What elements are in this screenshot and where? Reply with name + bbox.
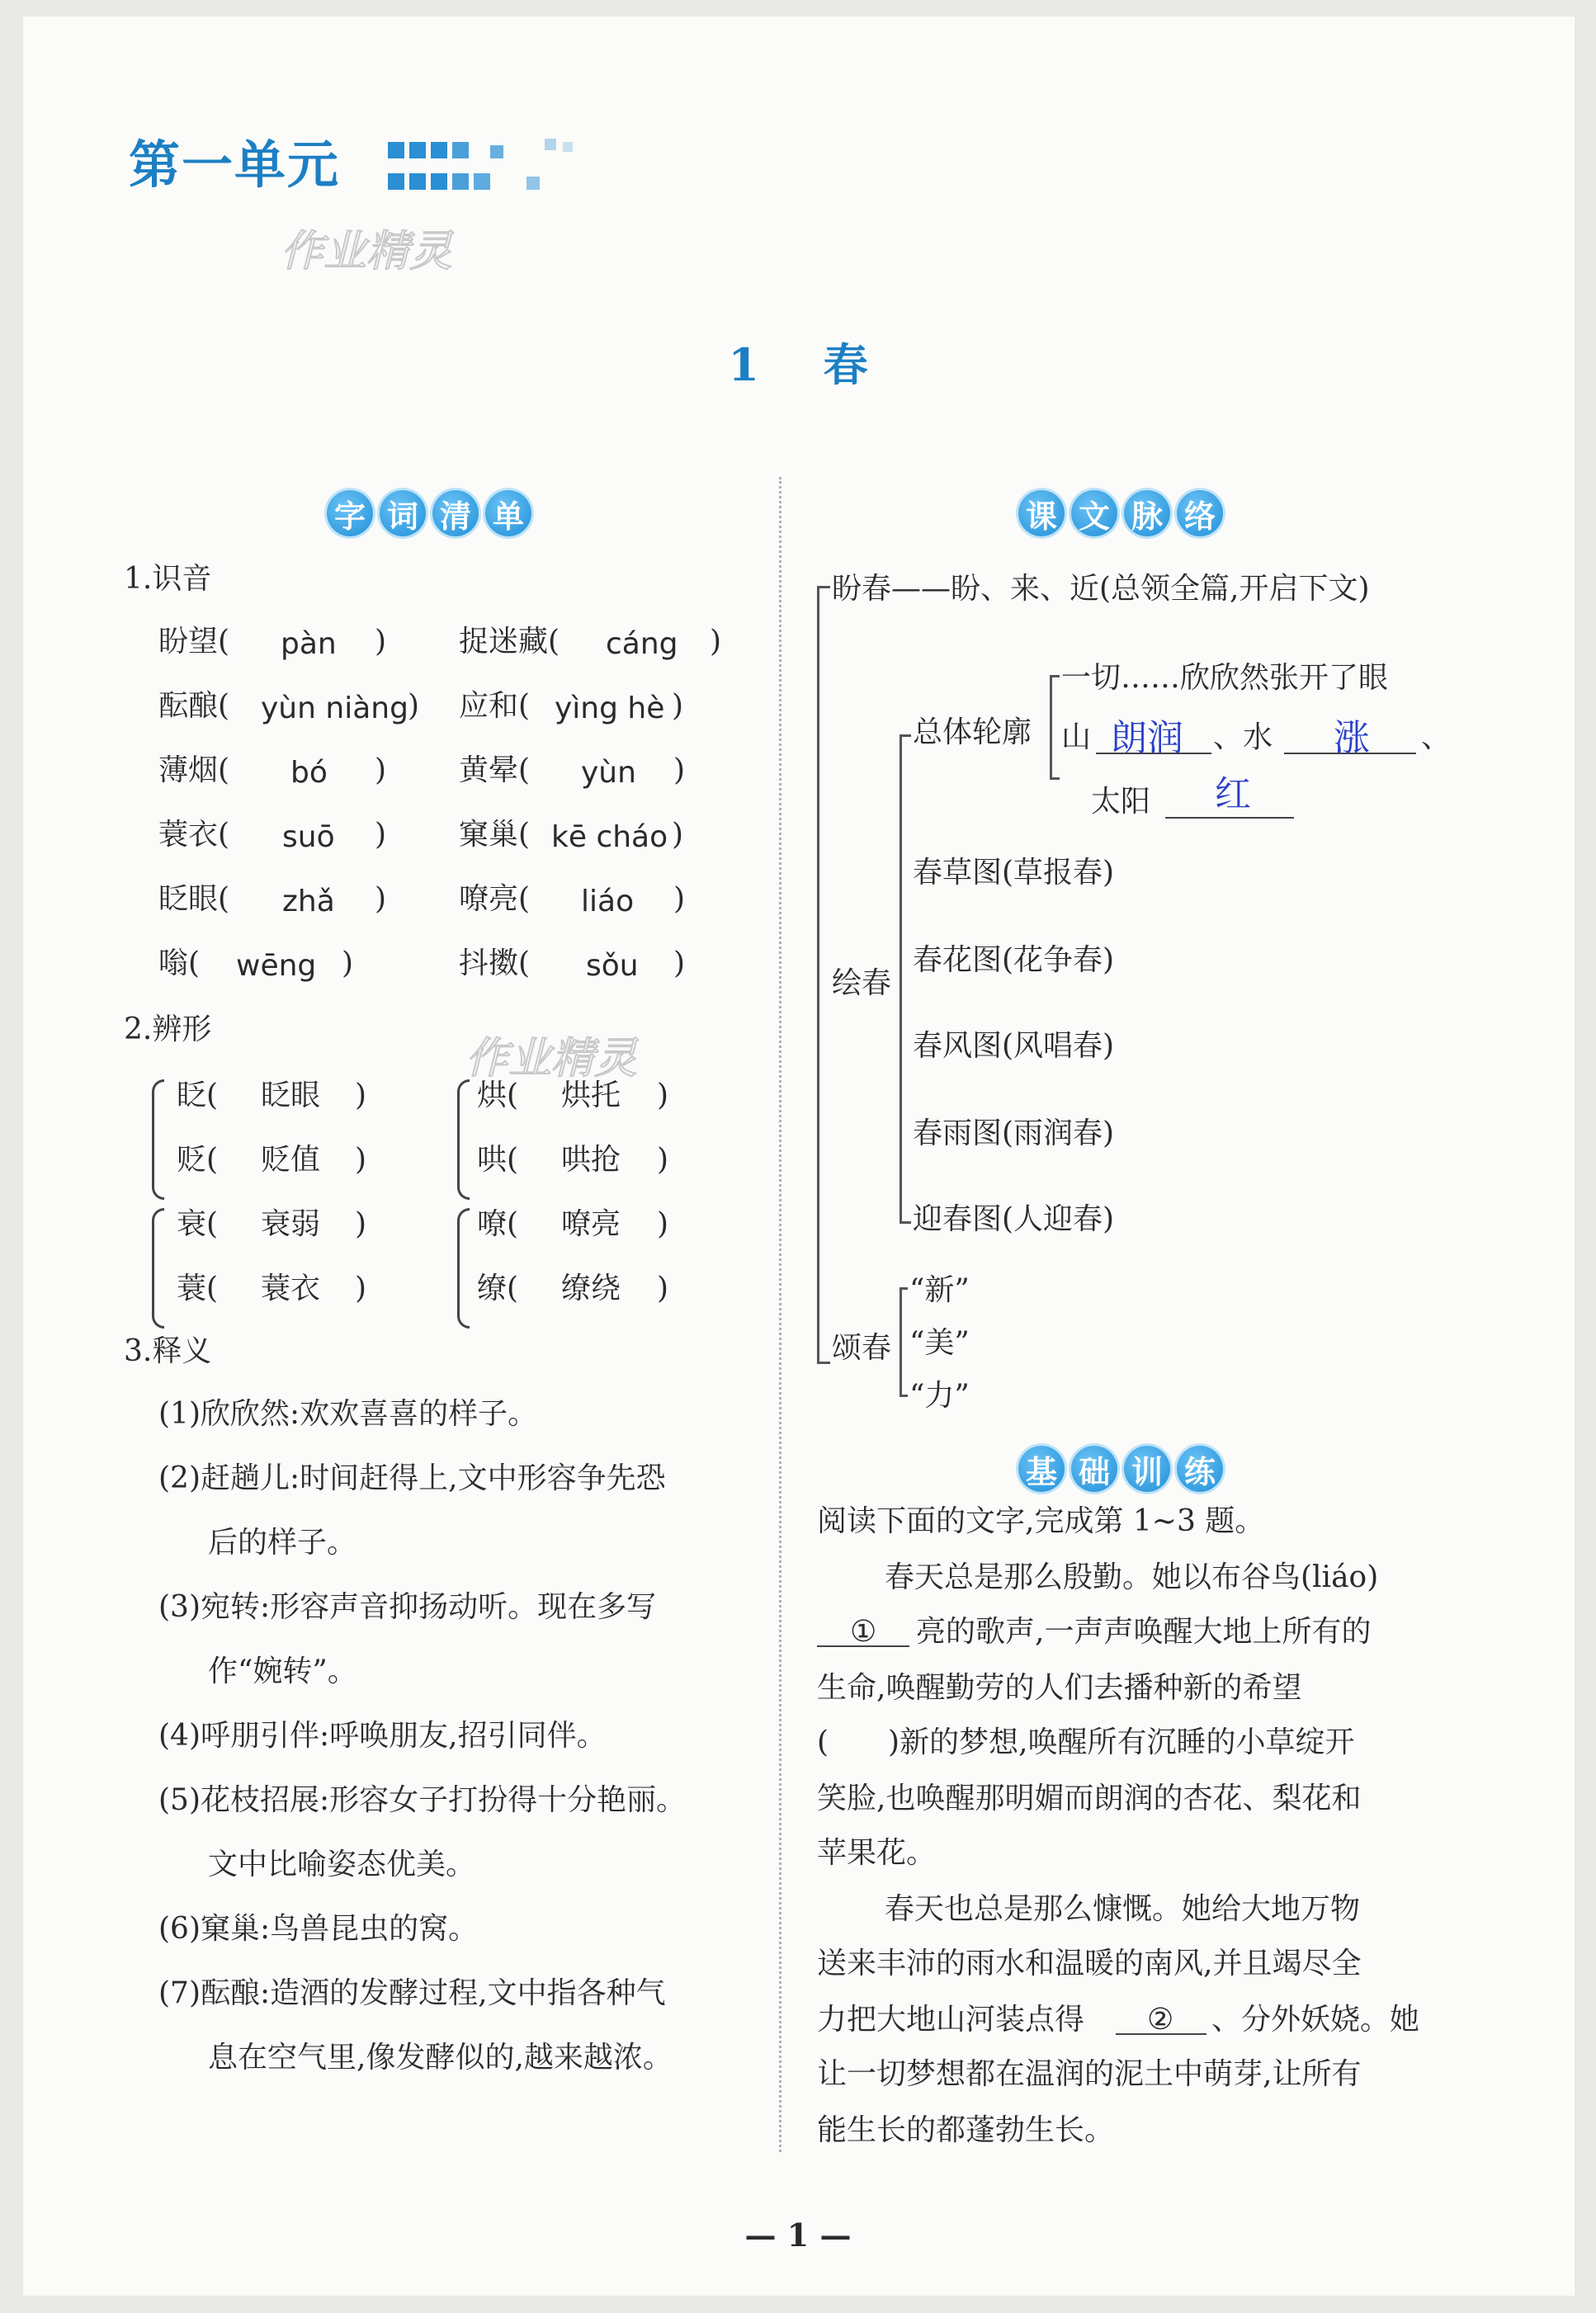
pron-word: 盼望( xyxy=(158,625,230,658)
badge-char: 课 xyxy=(1018,490,1065,536)
text-outline xyxy=(809,569,1469,1419)
shape-close: ) xyxy=(657,1143,669,1177)
passage-line: 力把大地山河装点得 xyxy=(817,2003,1085,2037)
outline-hui-chun: 绘春 xyxy=(832,966,892,1000)
definition-line: (6)窠巢:鸟兽昆虫的窝。 xyxy=(158,1912,479,1946)
reading-intro: 阅读下面的文字,完成第 1~3 题。 xyxy=(817,1504,1265,1538)
pron-close: ) xyxy=(673,753,686,787)
answer-shui: 涨 xyxy=(1334,717,1370,759)
badge-char: 文 xyxy=(1071,490,1117,536)
watermark: 作业精灵 xyxy=(281,227,453,276)
shape-char: 缭( xyxy=(477,1272,519,1305)
outline-dun: 、 xyxy=(1421,720,1452,754)
passage-line: 能生长的都蓬勃生长。 xyxy=(817,2113,1115,2147)
badge-char: 络 xyxy=(1177,490,1223,536)
pron-word: 黄晕( xyxy=(459,753,531,787)
pron-answer: yìng hè xyxy=(555,692,665,725)
definition-line: (5)花枝招展:形容女子打扮得十分艳丽。 xyxy=(158,1783,687,1817)
pron-close: ) xyxy=(375,625,387,658)
badge-char: 词 xyxy=(380,490,426,536)
outline-praise: “力” xyxy=(909,1379,970,1413)
outline-praise: “美” xyxy=(909,1326,970,1360)
outline-overview-line1: 一切……欣欣然张开了眼 xyxy=(1061,661,1389,695)
pron-word: 应和( xyxy=(459,689,531,723)
decor-squares xyxy=(388,139,602,196)
pron-answer: yùn niàng xyxy=(261,692,408,725)
pron-answer: sǒu xyxy=(586,949,639,983)
badge-char: 单 xyxy=(485,490,531,536)
pron-close: ) xyxy=(673,946,686,980)
blank-1: ① xyxy=(850,1615,877,1649)
outline-pan-chun: 盼春——盼、来、近(总领全篇,开启下文) xyxy=(832,572,1370,606)
shape-answer: 烘托 xyxy=(561,1079,621,1112)
definition-line: 作“婉转”。 xyxy=(208,1655,357,1688)
definition-line: 后的样子。 xyxy=(208,1526,357,1560)
shape-answer: 缭绕 xyxy=(561,1272,621,1305)
badge-char: 清 xyxy=(432,490,479,536)
shape-char: 贬( xyxy=(177,1143,219,1177)
badge-basic-training xyxy=(1018,1446,1223,1492)
passage-line: 、分外妖娆。她 xyxy=(1211,2003,1420,2037)
shape-answer: 眨眼 xyxy=(261,1079,321,1112)
pron-word: 蓑衣( xyxy=(158,818,230,852)
pron-close: ) xyxy=(375,753,387,787)
pron-close: ) xyxy=(375,818,387,852)
lesson-name: 春 xyxy=(823,338,868,391)
pron-answer: yùn xyxy=(581,756,636,790)
pron-close: ) xyxy=(408,689,420,723)
pron-answer: kē cháo xyxy=(551,820,668,854)
pron-word: 窠巢( xyxy=(459,818,531,852)
pron-close: ) xyxy=(710,625,722,658)
pron-close: ) xyxy=(672,818,684,852)
pron-close: ) xyxy=(672,689,684,723)
outline-shui: 、水 xyxy=(1213,720,1273,754)
blank-2: ② xyxy=(1147,2003,1174,2037)
outline-shan: 山 xyxy=(1061,720,1092,754)
shape-close: ) xyxy=(657,1079,669,1112)
shape-close: ) xyxy=(355,1272,367,1305)
lesson-title xyxy=(0,330,1596,394)
section-title: 3.释义 xyxy=(124,1334,212,1368)
pron-close: ) xyxy=(342,946,354,980)
pron-answer: zhǎ xyxy=(282,885,335,918)
outline-picture: 春花图(花争春) xyxy=(913,943,1115,977)
outline-taiyang: 太阳 xyxy=(1091,785,1151,819)
pronunciation-list xyxy=(158,627,786,990)
pron-answer: cáng xyxy=(606,627,678,661)
pron-word: 捉迷藏( xyxy=(459,625,560,658)
pron-answer: liáo xyxy=(581,885,635,918)
shape-distinction xyxy=(158,1073,786,1320)
passage-line: 送来丰沛的雨水和温暖的南风,并且竭尽全 xyxy=(817,1947,1362,1980)
definition-line: (7)酝酿:造酒的发酵过程,文中指各种气 xyxy=(158,1976,666,2010)
outline-praise: “新” xyxy=(909,1273,970,1307)
page-number: — 1 — xyxy=(744,2216,852,2254)
shape-char: 眨( xyxy=(177,1079,219,1112)
pron-word: 酝酿( xyxy=(158,689,230,723)
shape-close: ) xyxy=(355,1079,367,1112)
definition-line: (2)赶趟儿:时间赶得上,文中形容争先恐 xyxy=(158,1461,666,1495)
shape-char: 哄( xyxy=(477,1143,519,1177)
pron-close: ) xyxy=(673,882,686,916)
badge-char: 练 xyxy=(1177,1446,1223,1492)
definition-line: (3)宛转:形容声音抑扬动听。现在多写 xyxy=(158,1590,657,1624)
outline-picture: 春草图(草报春) xyxy=(913,856,1115,890)
outline-picture: 迎春图(人迎春) xyxy=(913,1202,1115,1236)
passage-line: 春天总是那么殷勤。她以布谷鸟(liáo) xyxy=(885,1560,1379,1594)
watermark-2: 作业精灵 xyxy=(465,1034,638,1083)
shape-char: 蓑( xyxy=(177,1272,219,1305)
shape-close: ) xyxy=(657,1272,669,1305)
section-title: 1.识音 xyxy=(124,562,212,596)
definition-line: (1)欣欣然:欢欢喜喜的样子。 xyxy=(158,1397,538,1431)
badge-text-outline xyxy=(1018,490,1223,536)
shape-answer: 嘹亮 xyxy=(561,1207,621,1241)
reading-passage xyxy=(817,1560,1444,2157)
badge-char: 基 xyxy=(1018,1446,1065,1492)
badge-char: 脉 xyxy=(1124,490,1170,536)
passage-line: 生命,唤醒勤劳的人们去播种新的希望 xyxy=(817,1671,1302,1705)
pron-word: 抖擞( xyxy=(459,946,531,980)
pron-word: 薄烟( xyxy=(158,753,230,787)
shape-close: ) xyxy=(355,1207,367,1241)
passage-line: 笑脸,也唤醒那明媚而朗润的杏花、梨花和 xyxy=(817,1782,1362,1815)
pron-word: 嘹亮( xyxy=(459,882,531,916)
shape-char: 嘹( xyxy=(477,1207,519,1241)
outline-picture: 春雨图(雨润春) xyxy=(913,1116,1115,1150)
pron-close: ) xyxy=(375,882,387,916)
shape-char: 衰( xyxy=(177,1207,219,1241)
pron-answer: wēng xyxy=(236,949,317,983)
unit-title: 第一单元 xyxy=(129,135,341,195)
pron-answer: pàn xyxy=(281,627,337,661)
outline-overview: 总体轮廓 xyxy=(913,715,1032,749)
passage-line: 苹果花。 xyxy=(817,1836,937,1870)
shape-answer: 哄抢 xyxy=(561,1143,621,1177)
answer-taiyang: 红 xyxy=(1215,773,1251,815)
outline-song-chun: 颂春 xyxy=(832,1331,892,1365)
badge-char: 训 xyxy=(1124,1446,1170,1492)
passage-line: 春天也总是那么慷慨。她给大地万物 xyxy=(885,1892,1361,1926)
passage-line: 亮的歌声,一声声唤醒大地上所有的 xyxy=(916,1615,1372,1649)
badge-char: 字 xyxy=(327,490,373,536)
pron-answer: suō xyxy=(282,820,335,854)
shape-char: 烘( xyxy=(477,1079,519,1112)
passage-line: 让一切梦想都在温润的泥土中萌芽,让所有 xyxy=(817,2057,1362,2091)
shape-answer: 贬值 xyxy=(261,1143,321,1177)
passage-line: ( )新的梦想,唤醒所有沉睡的小草绽开 xyxy=(817,1725,1355,1759)
pron-word: 眨眼( xyxy=(158,882,230,916)
badge-char: 础 xyxy=(1071,1446,1117,1492)
shape-close: ) xyxy=(355,1143,367,1177)
definition-line: 文中比喻姿态优美。 xyxy=(208,1848,476,1881)
definition-line: 息在空气里,像发酵似的,越来越浓。 xyxy=(208,2041,673,2075)
badge-word-list xyxy=(327,490,531,536)
pron-answer: bó xyxy=(290,756,328,790)
outline-picture: 春风图(风唱春) xyxy=(913,1029,1115,1063)
section-title: 2.辨形 xyxy=(124,1013,212,1046)
definition-line: (4)呼朋引伴:呼唤朋友,招引同伴。 xyxy=(158,1719,607,1753)
answer-shan: 朗润 xyxy=(1111,717,1183,759)
pron-word: 嗡( xyxy=(158,946,201,980)
shape-close: ) xyxy=(657,1207,669,1241)
shape-answer: 衰弱 xyxy=(261,1207,321,1241)
shape-answer: 蓑衣 xyxy=(261,1272,321,1305)
lesson-number: 1 xyxy=(728,338,759,391)
